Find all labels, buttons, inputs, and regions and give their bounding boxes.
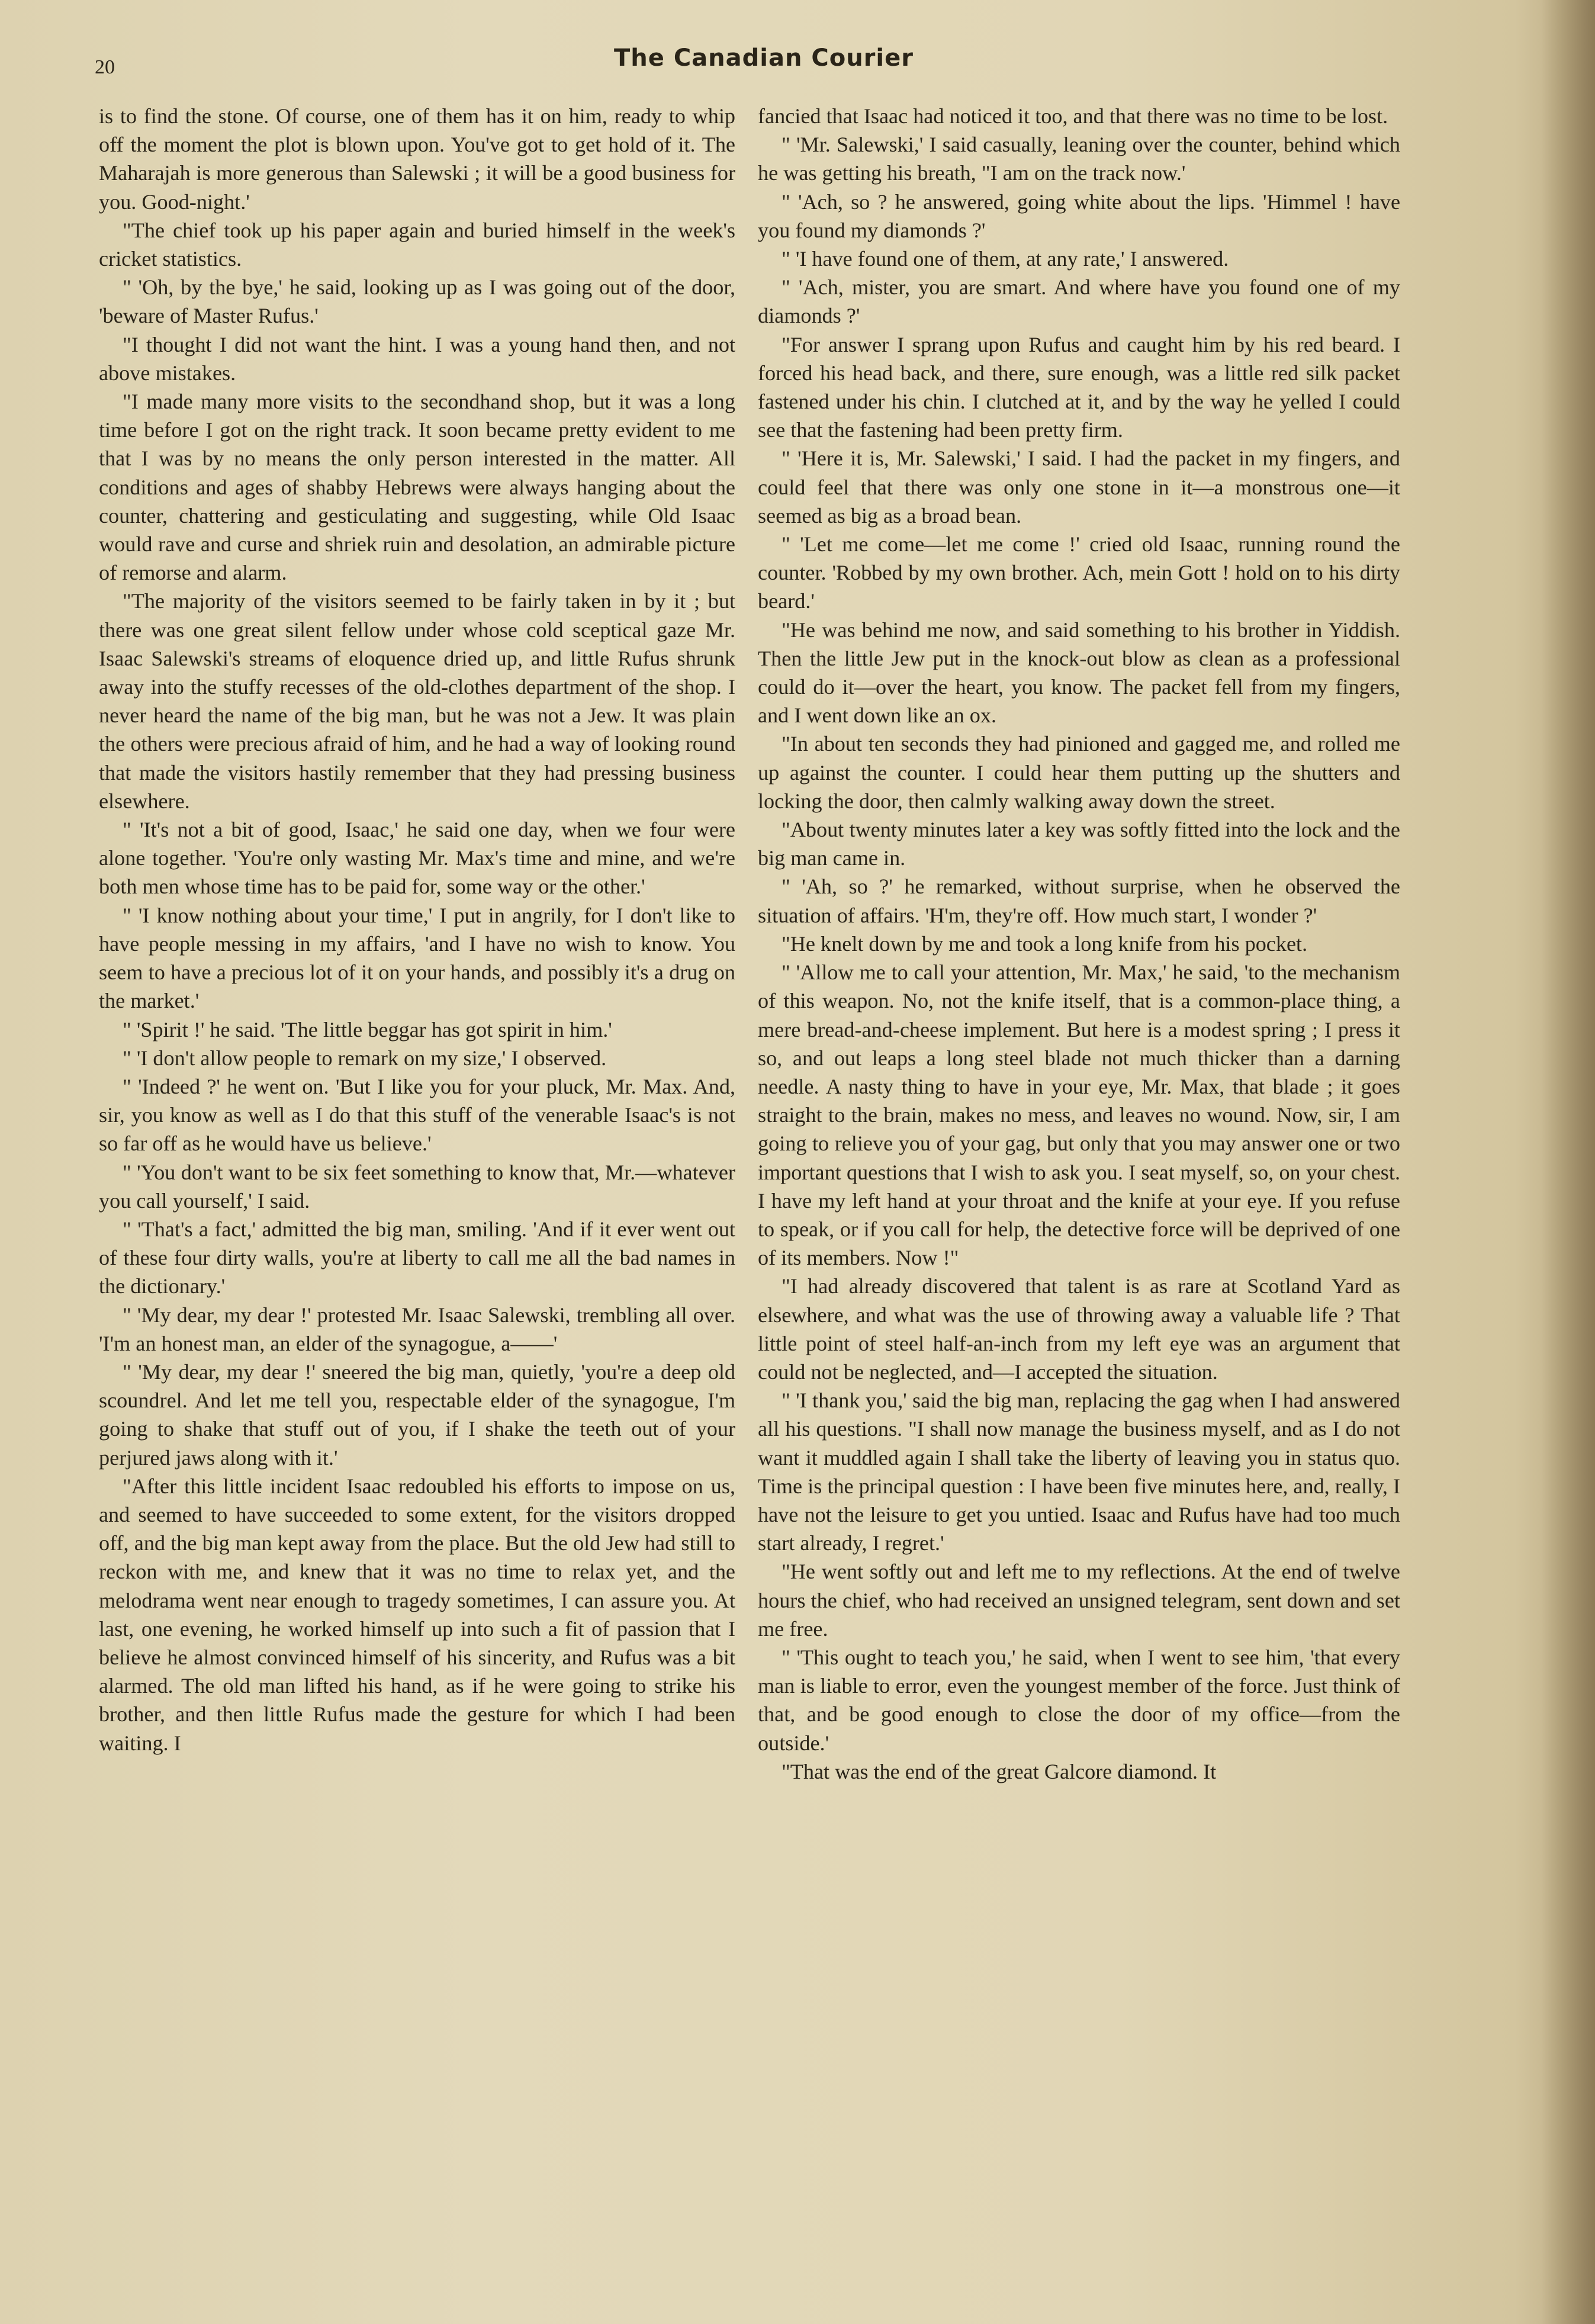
paragraph: "For answer I sprang upon Rufus and caught him by his red beard. I forced his head back, and there, sure enough, was a little red silk packet fastened under his chin. I clutched at it, and by the way he yelled I could see that the fastening had been pretty firm. bbox=[758, 332, 1400, 442]
paragraph: " 'This ought to teach you,' he said, when I went to see him, 'that every man is liable to error, even the youngest member of the force. Just think of that, and be good enough to close the door of my office—from the outside.' bbox=[758, 1645, 1400, 1755]
paragraph: " 'Here it is, Mr. Salewski,' I said. I had the packet in my fingers, and could feel that there was only one stone in it—a monstrous one—it seemed as big as a broad bean. bbox=[758, 446, 1400, 528]
paragraph: "In about ten seconds they had pinioned and gagged me, and rolled me up against the counter. I could hear them putting up the shutters and locking the door, then calmly walking away down the street. bbox=[758, 732, 1400, 813]
left-column bbox=[99, 102, 735, 2304]
paragraph: " 'That's a fact,' admitted the big man, smiling. 'And if it ever went out of these four dirty walls, you're at liberty to call me all the bad names in the dictionary.' bbox=[99, 1217, 735, 1298]
publication-title: The Canadian Courier bbox=[614, 44, 914, 72]
paragraph: "I made many more visits to the secondhand shop, but it was a long time before I got on the right track. It soon became pretty evident to me that I was by no means the only person interested in the matter. All conditions and ages of shabby Hebrews were always hanging about the counter, chattering and gesticulating and suggesting, while Old Isaac would rave and curse and shriek ruin and desolation, an admirable picture of remorse and alarm. bbox=[99, 390, 735, 585]
paragraph: " 'I don't allow people to remark on my size,' I observed. bbox=[123, 1046, 607, 1070]
paragraph: " 'My dear, my dear !' protested Mr. Isaac Salewski, trembling all over. 'I'm an honest man, an elder of the synagogue, a——' bbox=[99, 1303, 735, 1355]
paragraph: " 'Oh, by the bye,' he said, looking up as I was going out of the door, 'beware of Master Rufus.' bbox=[99, 275, 735, 328]
paragraph: " 'I have found one of them, at any rate,' I answered. bbox=[782, 247, 1229, 271]
paragraph: "I had already discovered that talent is as rare at Scotland Yard as elsewhere, and what was the use of throwing away a valuable life ? That little point of steel half-an-inch from my left eye was an argument that could not be neglected, and—I accepted the situation. bbox=[758, 1274, 1400, 1384]
page-edge-shadow bbox=[1542, 0, 1595, 2324]
paragraph: "He was behind me now, and said something to his brother in Yiddish. Then the little Jew put in the knock-out blow as clean as a professional could do it—over the heart, you know. The packet fell from my fingers, and I went down like an ox. bbox=[758, 618, 1400, 728]
page-header bbox=[95, 44, 1433, 80]
paragraph: "The chief took up his paper again and buried himself in the week's cricket statistics. bbox=[99, 218, 735, 271]
paragraph: " 'My dear, my dear !' sneered the big man, quietly, 'you're a deep old scoundrel. And let me tell you, respectable elder of the synagogue, I'm going to shake that stuff out of you, if I shake the teeth out of your perjured jaws along with it.' bbox=[99, 1359, 735, 1470]
paragraph: " 'Mr. Salewski,' I said casually, leaning over the counter, behind which he was getting his breath, "I am on the track now.' bbox=[758, 133, 1400, 185]
paragraph: " 'Ach, mister, you are smart. And where have you found one of my diamonds ?' bbox=[758, 275, 1400, 328]
paragraph: " 'I know nothing about your time,' I put in angrily, for I don't like to have people messing in my affairs, 'and I have no wish to know. You seem to have a precious lot of it on your hands, and possibly it's a drug on the market.' bbox=[99, 903, 735, 1013]
paragraph: " 'Indeed ?' he went on. 'But I like you for your pluck, Mr. Max. And, sir, you know as well as I do that this stuff of the venerable Isaac's is not so far off as he would have us believe.' bbox=[99, 1074, 735, 1156]
paragraph: "I thought I did not want the hint. I was a young hand then, and not above mistakes. bbox=[99, 332, 735, 385]
paragraph: " 'Allow me to call your attention, Mr. Max,' he said, 'to the mechanism of this weapon. No, not the knife itself, that is a common-place thing, a mere bread-and-cheese implement. But here is a modest spring ; I press it so, and out leaps a long steel blade not much thicker than a darning needle. A nasty thing to have in your eye, Mr. Max, that blade ; it goes straight to the brain, makes no mess, and leaves no wound. Now, sir, I am going to relieve you of your gag, but only that you may answer one or two important questions that I wish to ask you. I seat myself, so, on your chest. I have my left hand at your throat and the knife at your eye. If you refuse to speak, or if you call for help, the detective force will be deprived of one of its members. Now !" bbox=[758, 960, 1400, 1270]
paragraph: " 'I thank you,' said the big man, replacing the gag when I had answered all his questions. "I shall now manage the business myself, and as I do not want it muddled again I shall take the liberty of leaving you in status quo. Time is the principal question : I have been five minutes here, and, really, I have not the leisure to get you untied. Isaac and Rufus have had too much start already, I regret.' bbox=[758, 1388, 1400, 1555]
paragraph: "He knelt down by me and took a long knife from his pocket. bbox=[782, 931, 1308, 956]
paragraph: " 'Spirit !' he said. 'The little beggar has got spirit in him.' bbox=[123, 1017, 612, 1042]
paragraph: " 'Let me come—let me come !' cried old Isaac, running round the counter. 'Robbed by my own brother. Ach, mein Gott ! hold on to his dirty beard.' bbox=[758, 532, 1400, 613]
paragraph: "The majority of the visitors seemed to be fairly taken in by it ; but there was one great silent fellow under whose cold sceptical gaze Mr. Isaac Salewski's streams of eloquence dried up, and little Rufus shrunk away into the stuffy recesses of the old-clothes department of the shop. I never heard the name of the big man, but he was not a Jew. It was plain the others were precious afraid of him, and he had a way of looking round that made the visitors hastily remember that they had pressing business elsewhere. bbox=[99, 589, 735, 813]
right-column bbox=[758, 102, 1400, 2304]
paragraph: " 'You don't want to be six feet something to know that, Mr.—whatever you call yourself,' I said. bbox=[99, 1160, 735, 1213]
page-number: 20 bbox=[95, 56, 115, 78]
paragraph: " 'Ah, so ?' he remarked, without surprise, when he observed the situation of affairs. 'H'm, they're off. How much start, I wonder ?' bbox=[758, 875, 1400, 927]
paragraph: fancied that Isaac had noticed it too, and that there was no time to be lost. bbox=[758, 104, 1388, 128]
paragraph: " 'Ach, so ? he answered, going white about the lips. 'Himmel ! have you found my diamonds ?' bbox=[758, 189, 1400, 242]
paragraph: is to find the stone. Of course, one of them has it on him, ready to whip off the moment the plot is blown upon. You've got to get hold of it. The Maharajah is more generous than Salewski ; it will be a good business for you. Good-night.' bbox=[99, 104, 735, 214]
paragraph: "That was the end of the great Galcore diamond. It bbox=[782, 1759, 1217, 1783]
paragraph: "About twenty minutes later a key was softly fitted into the lock and the big man came in. bbox=[758, 818, 1400, 870]
paragraph: "He went softly out and left me to my reflections. At the end of twelve hours the chief, who had received an unsigned telegram, sent down and set me free. bbox=[758, 1560, 1400, 1641]
paragraph: " 'It's not a bit of good, Isaac,' he said one day, when we four were alone together. 'You're only wasting Mr. Max's time and mine, and we're both men whose time has to be paid for, some way or the other.' bbox=[99, 818, 735, 899]
paragraph: "After this little incident Isaac redoubled his efforts to impose on us, and seemed to have succeeded to some extent, for the visitors dropped off, and the big man kept away from the place. But the old Jew had still to reckon with me, and knew that it was no time to relax yet, and the melodrama went near enough to tragedy sometimes, I can assure you. At last, one evening, he worked himself up into such a fit of passion that I believe he almost convinced himself of his sincerity, and Rufus was a bit alarmed. The old man lifted his hand, as if he were going to strike his brother, and then little Rufus made the gesture for which I had been waiting. I bbox=[99, 1474, 735, 1755]
